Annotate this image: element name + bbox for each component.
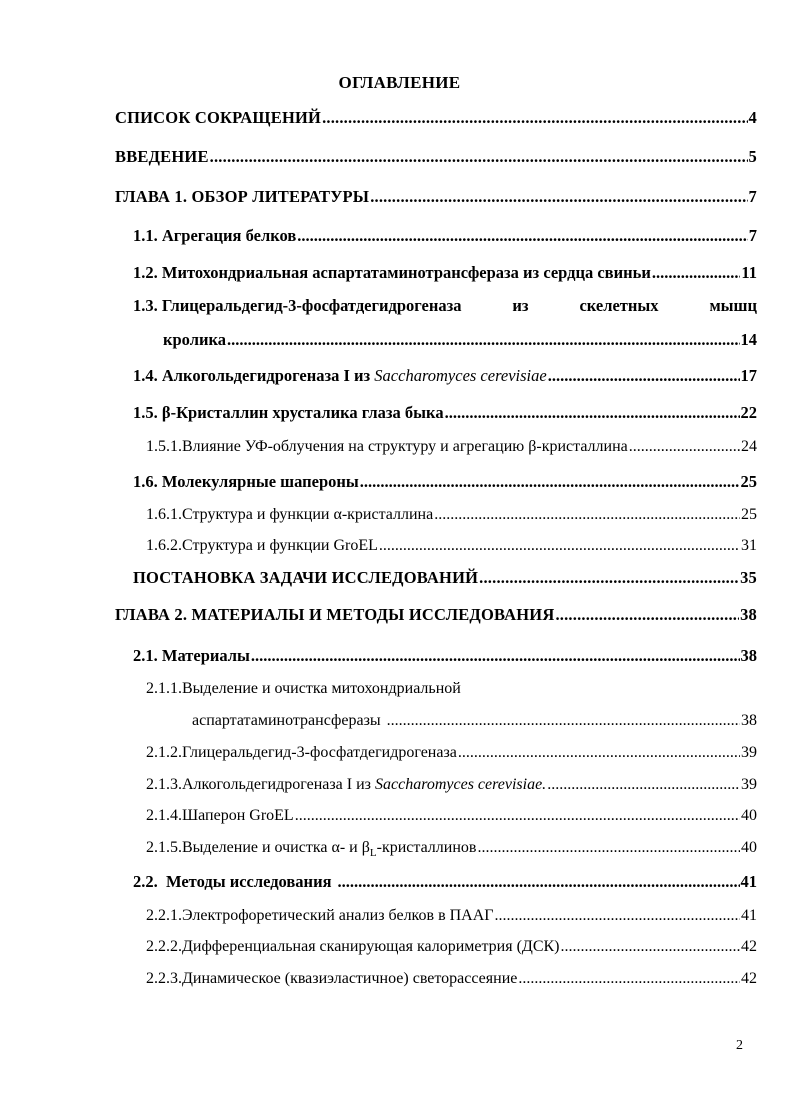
- toc-page-number: 24: [741, 438, 757, 455]
- toc-page-number: 5: [748, 147, 757, 166]
- page-number: 2: [736, 1038, 743, 1053]
- toc-page-number: 14: [740, 330, 757, 349]
- toc-page-number: 7: [748, 187, 757, 206]
- toc-page-number: 38: [740, 605, 757, 624]
- toc-page-number: 25: [741, 506, 757, 523]
- toc-entry-problem-statement[interactable]: ПОСТАНОВКА ЗАДАЧИ ИССЛЕДОВАНИЙ ..... 35: [133, 568, 757, 588]
- toc-entry-abbreviations[interactable]: СПИСОК СОКРАЩЕНИЙ ..... 4: [115, 108, 757, 128]
- toc-entry-2-2-1[interactable]: 2.2.1.Электрофоретический анализ белков в ПААГ ..... 41: [146, 907, 757, 925]
- toc-entry-1-6-2[interactable]: 1.6.2.Структура и функции GroEL ..... 31: [146, 537, 757, 555]
- toc-entry-1-5-1[interactable]: 1.5.1.Влияние УФ-облучения на структуру и агрегацию β-кристаллина ..... 24: [146, 438, 757, 456]
- toc-page-number: 40: [741, 839, 757, 856]
- toc-page-number: 25: [740, 472, 757, 491]
- toc-page-number: 39: [741, 776, 757, 793]
- toc-page-number: 42: [741, 970, 757, 987]
- toc-entry-1-4[interactable]: 1.4. Алкогольдегидрогеназа I из Saccharomyces cerevisiae ..... 17: [133, 366, 757, 386]
- toc-entry-1-1[interactable]: 1.1. Агрегация белков ..... 7: [133, 226, 757, 246]
- toc-entry-2-1[interactable]: 2.1. Материалы ..... 38: [133, 646, 757, 666]
- toc-page-number: 22: [740, 403, 757, 422]
- toc-entry-2-2[interactable]: 2.2. Методы исследования ..... 41: [133, 872, 757, 892]
- toc-entry-2-2-3[interactable]: 2.2.3.Динамическое (квазиэластичное) светорассеяние ..... 42: [146, 970, 757, 988]
- toc-entry-2-1-5[interactable]: 2.1.5.Выделение и очистка α- и $\beta_L$-кристаллинов ..... 40: [146, 839, 757, 859]
- toc-page-number: 42: [741, 938, 757, 955]
- toc-page-number: 41: [741, 907, 757, 924]
- toc-entry-1-2[interactable]: 1.2. Митохондриальная аспартатаминотрансфераза из сердца свиньи ..... 11: [133, 263, 757, 283]
- toc-entry-2-1-4[interactable]: 2.1.4.Шаперон GroEL ..... 40: [146, 807, 757, 825]
- toc-entry-1-6-1[interactable]: 1.6.1.Структура и функции α-кристаллина ..... 25: [146, 506, 757, 524]
- toc-page-number: 38: [740, 646, 757, 665]
- toc-page-number: 31: [741, 537, 757, 554]
- toc-entry-chapter-2[interactable]: ГЛАВА 2. МАТЕРИАЛЫ И МЕТОДЫ ИССЛЕДОВАНИЯ ..... 38: [115, 605, 757, 625]
- toc-page-number: 39: [741, 744, 757, 761]
- toc-heading: ОГЛАВЛЕНИЕ: [338, 73, 461, 92]
- toc-entry-1-5[interactable]: 1.5. β-Кристаллин хрусталика глаза быка ..... 22: [133, 403, 757, 423]
- toc-entry-2-1-1-continued[interactable]: аспартатаминотрансферазы ..... 38: [192, 712, 757, 730]
- toc-entry-1-6[interactable]: 1.6. Молекулярные шапероны ..... 25: [133, 472, 757, 492]
- toc-page-number: 41: [740, 872, 757, 891]
- toc-entry-chapter-1[interactable]: ГЛАВА 1. ОБЗОР ЛИТЕРАТУРЫ ..... 7: [115, 187, 757, 207]
- toc-page-number: 38: [741, 712, 757, 729]
- toc-entry-1-3-continued[interactable]: кролика ..... 14: [163, 330, 757, 350]
- toc-page-number: 11: [741, 263, 757, 282]
- toc-page-number: 4: [748, 108, 757, 127]
- toc-entry-2-2-2[interactable]: 2.2.2.Дифференциальная сканирующая калориметрия (ДСК) ..... 42: [146, 938, 757, 956]
- toc-entry-introduction[interactable]: ВВЕДЕНИЕ ..... 5: [115, 147, 757, 167]
- toc-page-number: 35: [740, 568, 757, 587]
- toc-page-number: 40: [741, 807, 757, 824]
- toc-entry-2-1-3[interactable]: 2.1.3.Алкогольдегидрогеназа I из Saccharomyces cerevisiae. ..... 39: [146, 776, 757, 794]
- toc-entry-2-1-1[interactable]: 2.1.1.Выделение и очистка митохондриальной: [146, 680, 461, 697]
- toc-entry-1-3[interactable]: 1.3. Глицеральдегид-3-фосфатдегидрогеназа из скелетных мышц: [133, 296, 757, 315]
- toc-page-number: 7: [748, 226, 757, 245]
- toc-page-number: 17: [740, 366, 757, 385]
- toc-entry-2-1-2[interactable]: 2.1.2.Глицеральдегид-3-фосфатдегидрогеназа ..... 39: [146, 744, 757, 762]
